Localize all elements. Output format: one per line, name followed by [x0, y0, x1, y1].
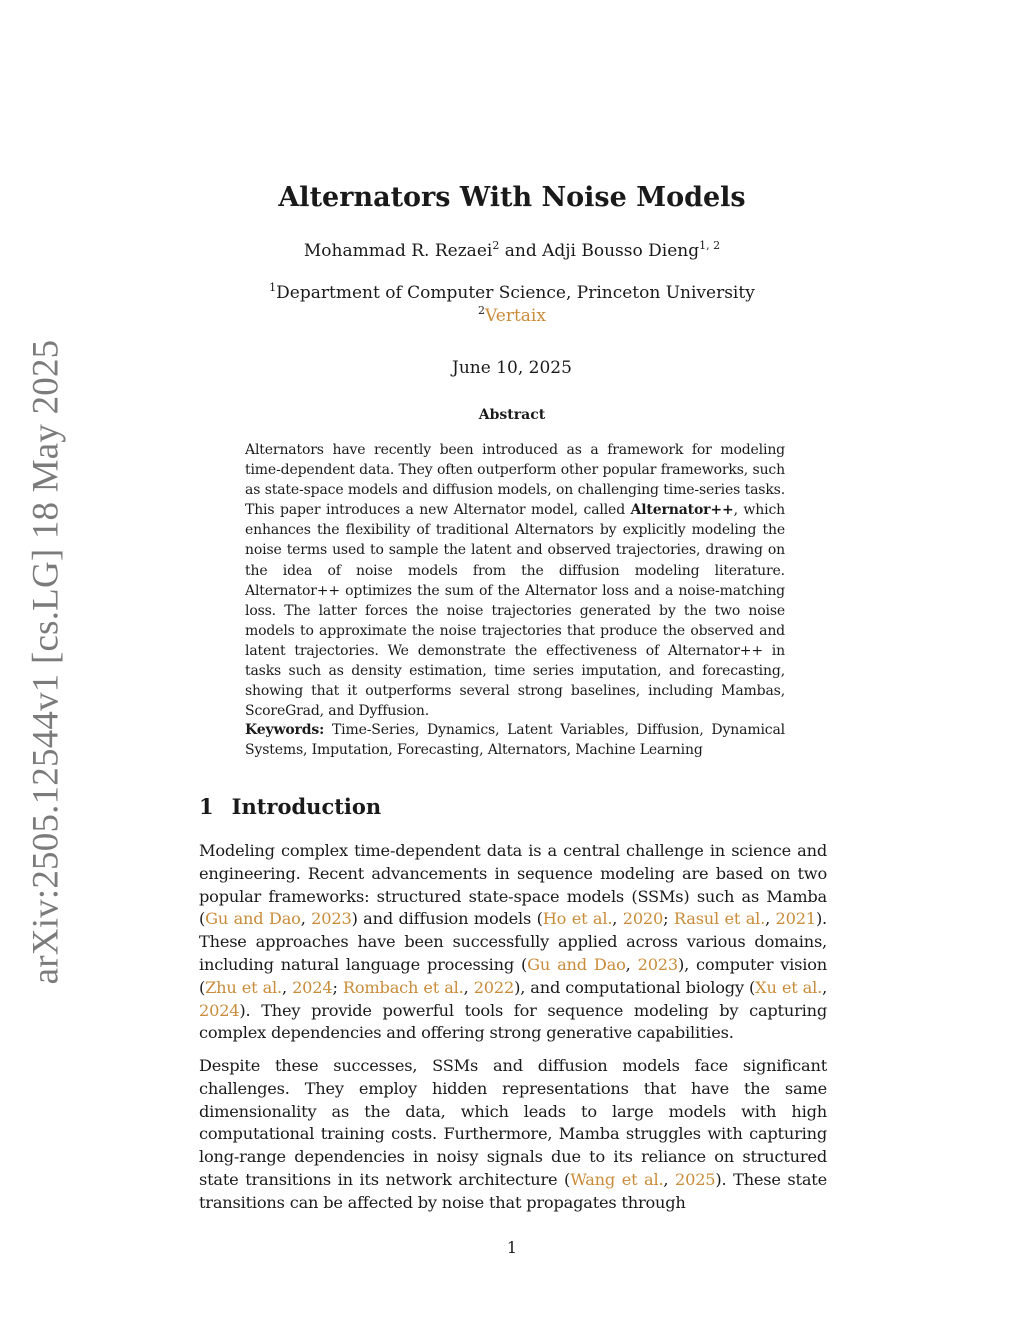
affiliation-princeton	[0, 283, 1024, 303]
citation-year-link[interactable]: 2020	[622, 909, 664, 929]
citation-separator: ;	[663, 909, 674, 929]
citation-year-link[interactable]: 2023	[311, 909, 352, 929]
affiliation-marker: 2	[492, 239, 500, 252]
affiliation-marker: 2	[478, 304, 486, 317]
intro-paragraph-1	[199, 840, 827, 1045]
citation-separator: ,	[463, 977, 474, 997]
paragraph-text: Despite these successes, SSMs and diffusion models face significant challenges. They employ hidden representations that have the same dimensionality as the data, which leads to large models with high computational training costs. Furthermore, Mamba struggles with capturing long-range dependencies in noisy signals due to its reliance on structured state transitions in its network architecture (	[199, 1056, 827, 1189]
abstract-heading: Abstract	[478, 407, 546, 423]
keywords-list: Time-Series, Dynamics, Latent Variables, Diffusion, Dynamical Systems, Imputation, Forecasting, Alternators, Machine Learning	[245, 722, 785, 759]
affiliation-name: Department of Computer Science, Princeton University	[276, 283, 755, 303]
citation-separator: ,	[300, 909, 312, 929]
paragraph-text: Modeling complex time-dependent data is a central challenge in science and engineering. Recent advancements in sequence modeling are based on two popular frameworks: structured state-space models (SSMs) such as Mamba (	[199, 841, 827, 929]
author-name: Mohammad R. Rezaei	[303, 241, 493, 261]
citation-separator: ,	[663, 1169, 675, 1189]
section-heading-introduction	[199, 794, 381, 819]
section-title: Introduction	[231, 794, 382, 819]
paper-date: June 10, 2025	[452, 358, 572, 378]
abstract-text-part: Alternators have recently been introduced as a framework for modeling time-dependent data. They often outperform other popular frameworks, such as state-space models and diffusion models, on challenging time-series tasks. This paper introduces a new Alternator model, called	[245, 442, 785, 519]
arxiv-identifier-stamp: arXiv:2505.12544v1 [cs.LG] 18 May 2025	[25, 339, 67, 985]
affiliation-marker: 1, 2	[699, 239, 721, 252]
citation-separator: ,	[625, 954, 638, 974]
keywords-block	[245, 720, 785, 760]
paper-title: Alternators With Noise Models	[278, 182, 746, 213]
citation-link[interactable]: Ho et al.	[542, 909, 613, 929]
affiliation-link-vertaix[interactable]: Vertaix	[485, 306, 546, 326]
citation-separator: ;	[332, 977, 343, 997]
citation-separator: ,	[765, 909, 776, 929]
citation-separator: ,	[612, 909, 623, 929]
section-number: 1	[199, 794, 214, 819]
citation-year-link[interactable]: 2025	[675, 1169, 716, 1189]
citation-link[interactable]: Gu and Dao	[527, 954, 626, 974]
citation-link[interactable]: Xu et al.	[755, 977, 823, 997]
citation-separator: ,	[822, 977, 828, 997]
citation-year-link[interactable]: 2022	[473, 977, 515, 997]
citation-year-link[interactable]: 2024	[199, 1000, 240, 1020]
citation-year-link[interactable]: 2023	[637, 954, 679, 974]
model-name-bold: Alternator++	[630, 502, 734, 519]
citation-link[interactable]: Zhu et al.	[205, 977, 282, 997]
citation-link[interactable]: Rasul et al.	[673, 909, 766, 929]
paragraph-text: ). These state transitions can be affected by noise that propagates through	[199, 1169, 827, 1212]
paragraph-text: ), and computational biology (	[514, 977, 756, 997]
paragraph-text: ) and diffusion models (	[351, 909, 543, 929]
page-number: 1	[506, 1238, 518, 1257]
abstract-text-part: , which enhances the flexibility of traditional Alternators by explicitly modeling the noise terms used to sample the latent and observed trajectories, drawing on the idea of noise models from the diffusion modeling literature. Alternator++ optimizes the sum of the Alternator loss and a noise-matching loss. The latter forces the noise trajectories generated by the two noise models to approximate the noise trajectories that produce the observed and latent trajectories. We demonstrate the effectiveness of Alternator++ in tasks such as density estimation, time series imputation, and forecasting, showing that it outperforms several strong baselines, including Mambas, ScoreGrad, and Dyffusion.	[245, 502, 785, 720]
citation-link[interactable]: Wang et al.	[570, 1169, 664, 1189]
citation-link[interactable]: Rombach et al.	[342, 977, 464, 997]
keywords-label: Keywords:	[245, 722, 325, 738]
affiliation-vertaix	[0, 306, 1024, 326]
citation-year-link[interactable]: 2024	[292, 977, 333, 997]
citation-link[interactable]: Gu and Dao	[205, 909, 301, 929]
paragraph-text: ). They provide powerful tools for sequence modeling by capturing complex dependencies and offering strong generative capabilities.	[199, 1000, 827, 1043]
intro-paragraph-2	[199, 1055, 827, 1215]
abstract-text	[245, 440, 785, 721]
author-list	[0, 241, 1024, 261]
citation-separator: ,	[281, 977, 293, 997]
paragraph-text: ), computer vision (	[199, 954, 827, 997]
author-connector: and	[499, 241, 543, 261]
paragraph-text: ). These approaches have been successfully applied across various domains, including natural language processing (	[199, 909, 827, 974]
author-name: Adji Bousso Dieng	[542, 241, 700, 261]
citation-year-link[interactable]: 2021	[775, 909, 816, 929]
affiliation-marker: 1	[269, 281, 277, 294]
